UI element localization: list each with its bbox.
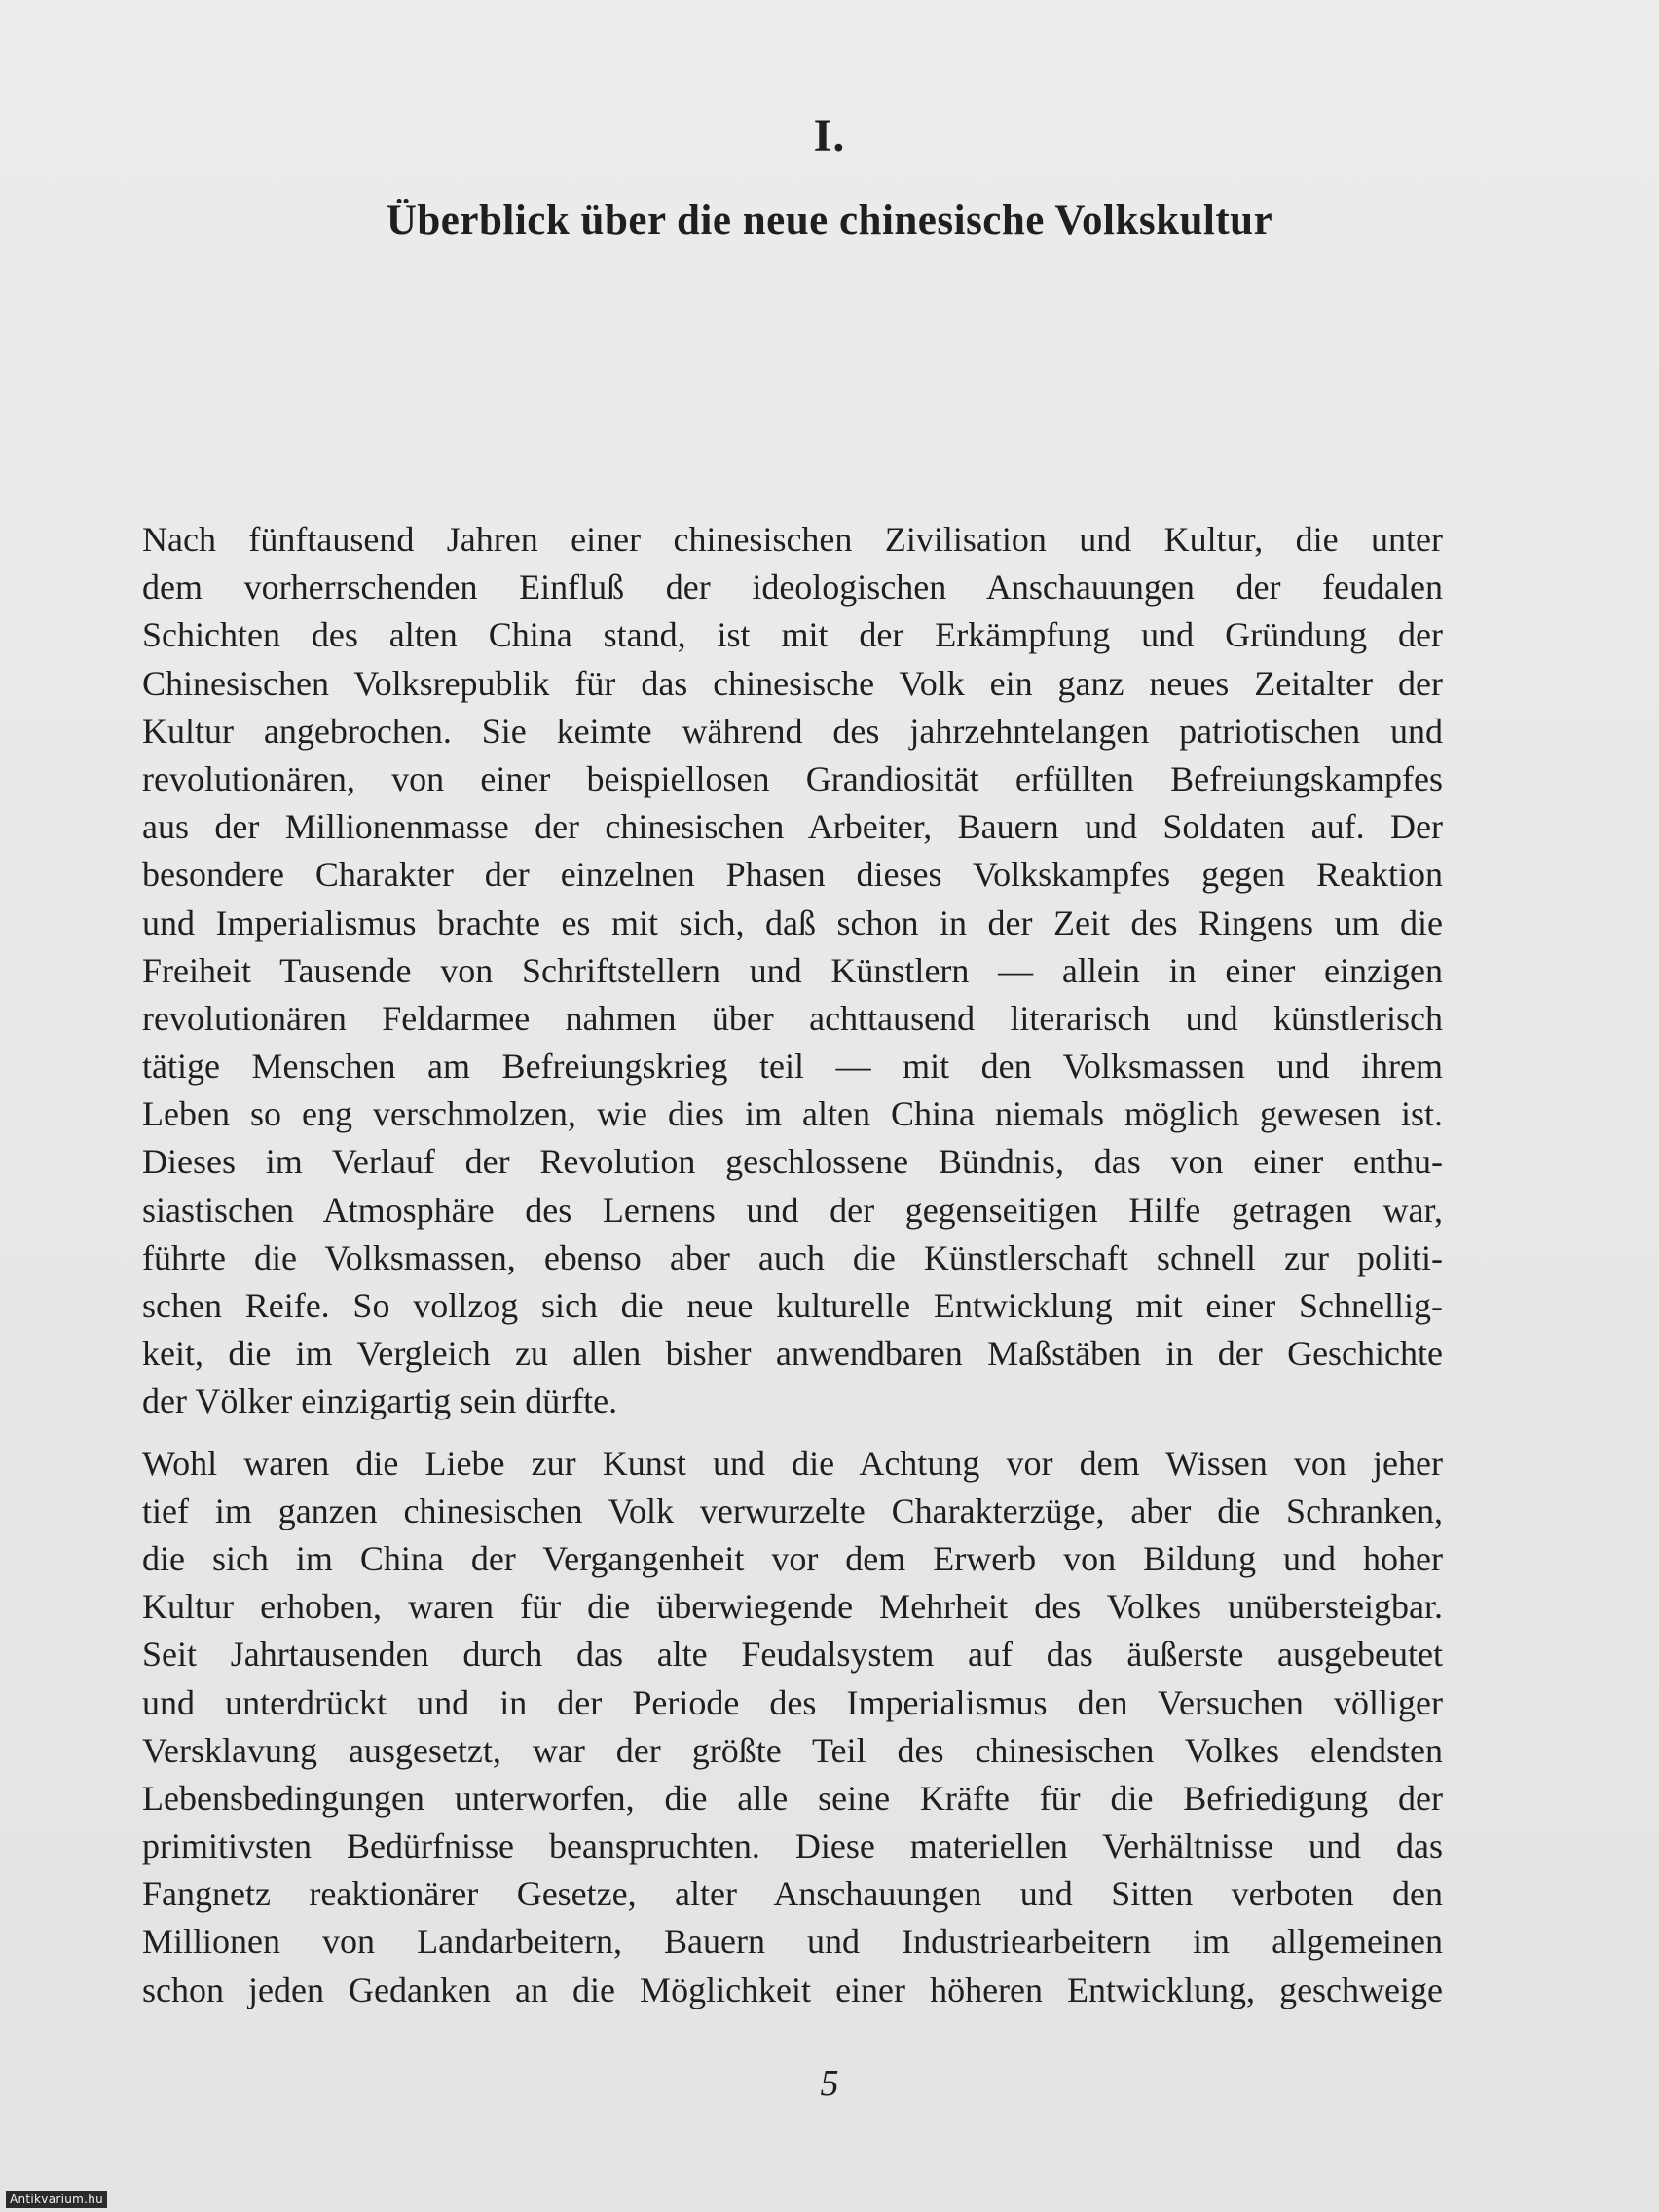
- page-number: 5: [820, 2063, 839, 2104]
- text-line: führte die Volksmassen, ebenso aber auch die Künstlerschaft schnell zur politi-: [142, 1237, 1443, 1277]
- body-text: [142, 516, 1443, 2014]
- text-line: Versklavung ausgesetzt, war der größte Teil des chinesischen Volkes elendsten: [142, 1730, 1443, 1770]
- text-line: der Völker einzigartig sein dürfte.: [142, 1382, 618, 1421]
- text-line: schon jeden Gedanken an die Möglichkeit einer höheren Entwicklung, geschweige: [142, 1970, 1443, 2009]
- text-line: die sich im China der Vergangenheit vor dem Erwerb von Bildung und hoher: [142, 1538, 1443, 1578]
- text-line: Leben so eng verschmolzen, wie dies im alten China niemals möglich gewesen ist.: [142, 1094, 1443, 1134]
- text-line: siastischen Atmosphäre des Lernens und der gegenseitigen Hilfe getragen war,: [142, 1190, 1443, 1230]
- text-line: aus der Millionenmasse der chinesischen Arbeiter, Bauern und Soldaten auf. Der: [142, 807, 1443, 847]
- text-line: Dieses im Verlauf der Revolution geschlossene Bündnis, das von einer enthu-: [142, 1142, 1443, 1182]
- text-line: Chinesischen Volksrepublik für das chinesische Volk ein ganz neues Zeitalter der: [142, 663, 1443, 703]
- text-line: und Imperialismus brachte es mit sich, daß schon in der Zeit des Ringens um die: [142, 903, 1443, 942]
- watermark: Antikvarium.hu: [6, 2191, 107, 2208]
- text-line: revolutionären, von einer beispiellosen Grandiosität erfüllten Befreiungskampfes: [142, 758, 1443, 798]
- text-line: tätige Menschen am Befreiungskrieg teil — mit den Volksmassen und ihrem: [142, 1047, 1443, 1087]
- text-line: Seit Jahrtausenden durch das alte Feudalsystem auf das äußerste ausgebeutet: [142, 1635, 1443, 1675]
- text-line: Kultur angebrochen. Sie keimte während des jahrzehntelangen patriotischen und: [142, 711, 1443, 751]
- chapter-title: Überblick über die neue chinesische Volkskultur: [386, 198, 1273, 243]
- text-line: schen Reife. So vollzog sich die neue kulturelle Entwicklung mit einer Schnellig-: [142, 1286, 1443, 1325]
- text-line: primitivsten Bedürfnisse beanspruchten. Diese materiellen Verhältnisse und das: [142, 1826, 1443, 1866]
- text-line: Schichten des alten China stand, ist mit der Erkämpfung und Gründung der: [142, 615, 1443, 655]
- text-line: keit, die im Vergleich zu allen bisher anwendbaren Maßstäben in der Geschichte: [142, 1334, 1443, 1374]
- text-line: und unterdrückt und in der Periode des Imperialismus den Versuchen völliger: [142, 1682, 1443, 1722]
- paragraph: [142, 516, 1443, 1426]
- text-line: Kultur erhoben, waren für die überwiegende Mehrheit des Volkes unübersteigbar.: [142, 1587, 1443, 1627]
- text-line: Nach fünftausend Jahren einer chinesischen Zivilisation und Kultur, die unter: [142, 520, 1443, 559]
- text-line: Freiheit Tausende von Schriftstellern und Künstlern — allein in einer einzigen: [142, 950, 1443, 990]
- text-line: Millionen von Landarbeitern, Bauern und Industriearbeitern im allgemeinen: [142, 1922, 1443, 1962]
- text-line: tief im ganzen chinesischen Volk verwurzelte Charakterzüge, aber die Schranken,: [142, 1491, 1443, 1530]
- text-line: revolutionären Feldarmee nahmen über achttausend literarisch und künstlerisch: [142, 998, 1443, 1038]
- paragraph: [142, 1440, 1443, 2014]
- text-line: Lebensbedingungen unterworfen, die alle seine Kräfte für die Befriedigung der: [142, 1778, 1443, 1818]
- chapter-number: I.: [813, 110, 846, 162]
- text-line: besondere Charakter der einzelnen Phasen dieses Volkskampfes gegen Reaktion: [142, 855, 1443, 895]
- text-line: dem vorherrschenden Einfluß der ideologischen Anschauungen der feudalen: [142, 568, 1443, 608]
- text-line: Fangnetz reaktionärer Gesetze, alter Anschauungen und Sitten verboten den: [142, 1874, 1443, 1914]
- text-line: Wohl waren die Liebe zur Kunst und die Achtung vor dem Wissen von jeher: [142, 1443, 1443, 1483]
